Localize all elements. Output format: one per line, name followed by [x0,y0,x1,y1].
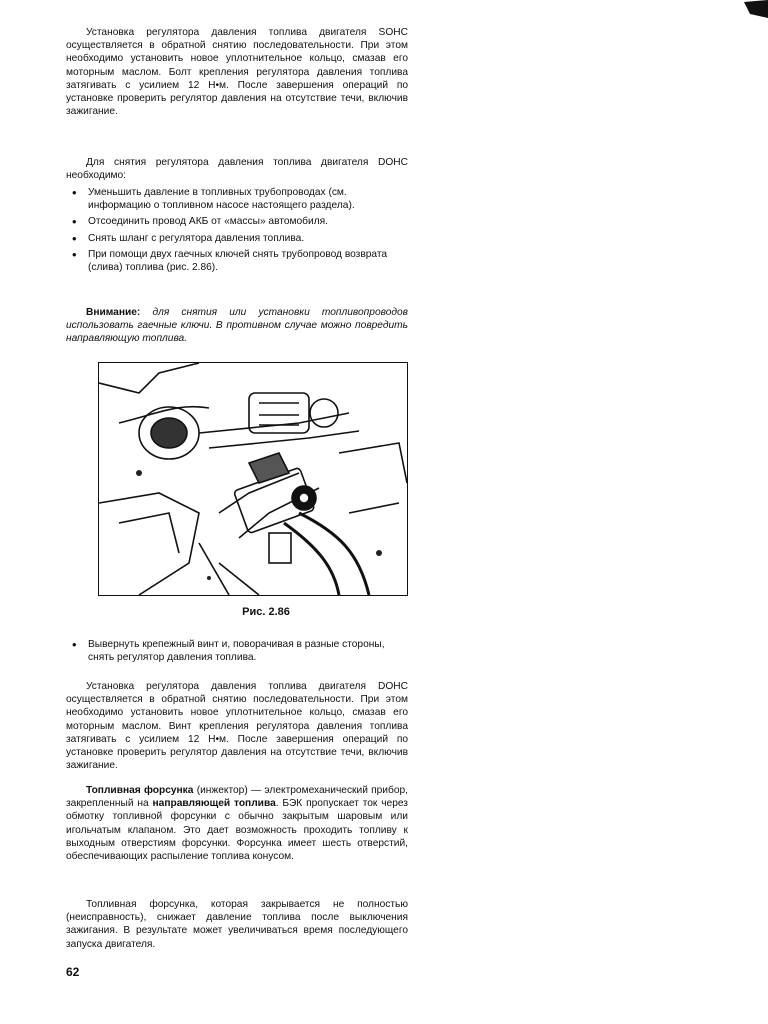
paragraph-text: (инжектор) — электромеханический прибор, закрепленный на [66,785,408,810]
left-bullet-after-figure [66,638,408,667]
left-para-dohc-intro [66,156,408,182]
list-item: • Вывернуть крепежный винт и, поворачивая в разные стороны, снять регулятор давления топлива. [66,638,408,664]
list-item: • Снять шланг с регулятора давления топлива. [66,232,408,245]
list-item: • При помощи двух гаечных ключей снять трубопровод возврата (слива) топлива (рис. 2.86). [66,248,408,274]
page-number: 62 [66,965,80,979]
warning-text: для снятия или установки топливопроводов использовать гаечные ключи. В противном случае можно повредить направляющую топлива. [66,307,408,345]
corner-tab-marker [744,0,768,18]
left-para-dohc-install [66,680,408,772]
list-item: • Отсоединить провод АКБ от «массы» автомобиля. [66,215,408,228]
left-warning [66,306,408,346]
paragraph: Топливная форсунка, которая закрывается не полностью (неисправность), снижает давление топлива после выключения зажигания. В результате может увеличиваться время последующего запуска двигателя. [66,899,408,950]
paragraph-text: . БЭК пропускает ток через обмотку топливной форсунки с обычно закрытым шаровым или игольчатым клапаном. Это дает возможность проходить топливу к выходным отверстиям форсунки. Форсунка имеет шесть отверстий, обеспечивающих распыление топлива конусом. [66,798,408,863]
term-fuel-rail: направляющей топлива [152,798,276,810]
warning-label: Внимание: [86,307,141,318]
paragraph: Установка регулятора давления топлива двигателя DOHC осуществляется в обратной снятию последовательности. При этом необходимо установить новое уплотнительное кольцо, смазав его моторным маслом. Винт крепления регулятора давления топлива затягивать с усилием 12 Н•м. После завершения операций по установке проверить регулятор давления на отсутствие течи, включив зажигание. [66,681,408,772]
figure-2-86-caption: Рис. 2.86 [242,606,290,618]
list-item: • Уменьшить давление в топливных трубопроводах (см. информацию о топливном насосе настоящего раздела). [66,186,408,212]
paragraph: Установка регулятора давления топлива двигателя SOHC осуществляется в обратной снятию последовательности. При этом необходимо установить новое уплотнительное кольцо, смазав его моторным маслом. Болт крепления регулятора давления топлива затягивать с усилием 12 Н•м. После завершения операций по установке проверить регулятор давления на отсутствие течи, включив зажигание. [66,27,408,118]
left-para-faulty-injector [66,898,408,951]
left-bullet-list [66,186,408,277]
left-para-sohc-install [66,26,408,118]
paragraph: Для снятия регулятора давления топлива двигателя DOHC необходимо: [66,157,408,182]
left-para-injector [66,784,408,863]
term-injector: Топливная форсунка [86,785,194,796]
figure-2-86 [98,362,408,596]
engine-fuel-line-illustration [99,363,407,595]
